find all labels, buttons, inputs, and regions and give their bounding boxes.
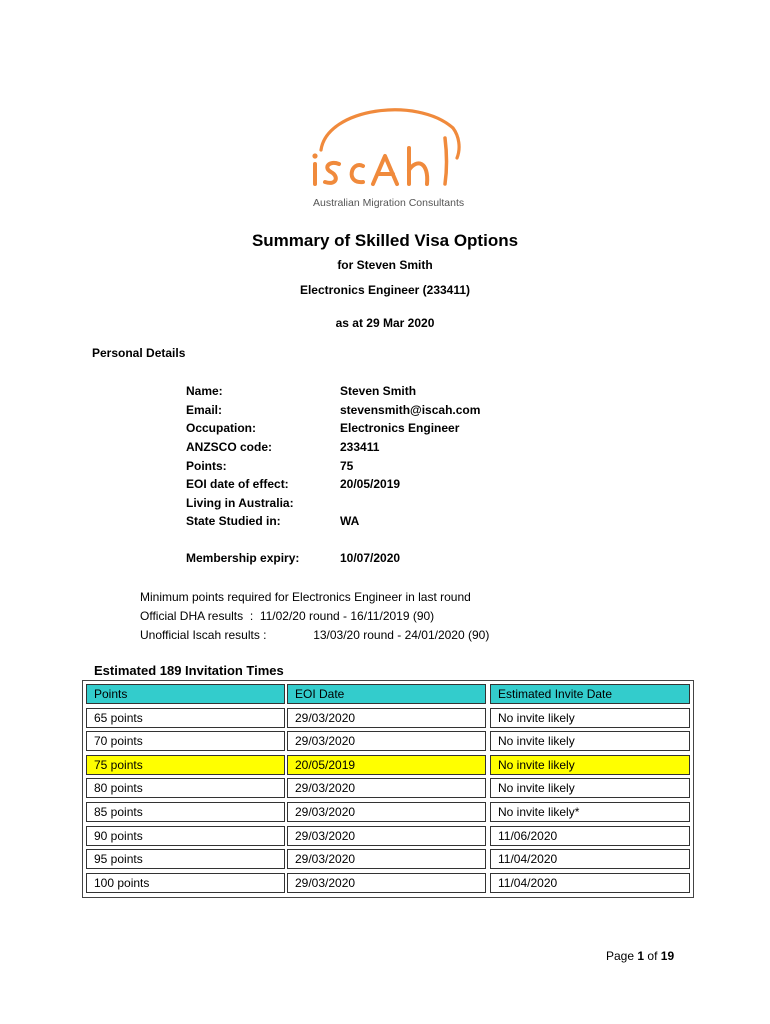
table-row-1-points-cell: 70 points (86, 731, 285, 751)
table-row-2-eoi-date-cell: 20/05/2019 (287, 755, 486, 775)
occupation-line: Electronics Engineer (233411) (299, 283, 471, 297)
table-row-4-eoi-date-cell: 29/03/2020 (287, 802, 486, 822)
minimum-points-heading: Minimum points required for Electronics Engineer in last round (140, 590, 471, 604)
detail-label: Membership expiry: (186, 551, 300, 566)
table-row-4-invite-date-cell: No invite likely* (490, 802, 690, 822)
table-row-0-invite-date-cell: No invite likely (490, 708, 690, 728)
logo-tagline: Australian Migration Consultants (313, 197, 465, 209)
detail-row-membership-expiry (186, 549, 480, 568)
detail-row-anzsco (186, 438, 480, 457)
table-row-5-eoi-date-cell: 29/03/2020 (287, 826, 486, 846)
table-row-4-points-cell: 85 points (86, 802, 285, 822)
table-row-1-invite-date-cell: No invite likely (490, 731, 690, 751)
official-results-label: Official DHA results (140, 609, 244, 623)
detail-value: stevensmith@iscah.com (340, 402, 481, 417)
invitation-table-title: Estimated 189 Invitation Times (94, 663, 284, 678)
detail-row-occupation (186, 419, 480, 438)
table-row-0-points-cell: 65 points (86, 708, 285, 728)
table-row-2-points-cell: 75 points (86, 755, 285, 775)
table-row-3-eoi-date-cell: 29/03/2020 (287, 778, 486, 798)
detail-value: 20/05/2019 (340, 477, 401, 492)
logo-dot (312, 153, 317, 158)
detail-label: EOI date of effect: (186, 477, 289, 492)
page-title: Summary of Skilled Visa Options (251, 231, 519, 250)
page-label: Page (606, 949, 635, 963)
table-row-5-points-cell: 90 points (86, 826, 285, 846)
detail-label: Name: (186, 384, 223, 399)
unofficial-results-value: 13/03/20 round - 24/01/2020 (90) (313, 628, 490, 642)
detail-row-name (186, 382, 480, 401)
table-row-6-points-cell: 95 points (86, 849, 285, 869)
detail-value: 233411 (340, 440, 380, 455)
detail-row-email (186, 401, 480, 420)
detail-label: State Studied in: (186, 514, 281, 529)
personal-details-heading: Personal Details (92, 346, 186, 360)
minimum-points-block (140, 588, 489, 645)
detail-label: Points: (186, 458, 227, 473)
detail-row-points (186, 456, 480, 475)
detail-row-eoi-date (186, 475, 480, 494)
as-at-date-line: as at 29 Mar 2020 (335, 316, 435, 330)
table-header-estimated-invite-date: Estimated Invite Date (490, 684, 690, 704)
official-results-value: : 11/02/20 round - 16/11/2019 (90) (249, 609, 435, 623)
page-total: 19 (660, 949, 675, 963)
page-of-label: of (647, 949, 658, 963)
page-number (606, 949, 674, 963)
table-row-2-invite-date-cell: No invite likely (490, 755, 690, 775)
detail-label: Occupation: (186, 421, 257, 436)
table-row-7-invite-date-cell: 11/04/2020 (490, 873, 690, 893)
table-header-eoi-date: EOI Date (287, 684, 486, 704)
official-results-row (140, 607, 489, 626)
detail-value: WA (340, 514, 360, 529)
detail-row-state-studied (186, 512, 480, 531)
iscah-logo-mark (305, 98, 465, 194)
table-row-1-eoi-date-cell: 29/03/2020 (287, 731, 486, 751)
detail-label: Email: (186, 402, 223, 417)
detail-value: 10/07/2020 (340, 551, 401, 566)
table-row-7-eoi-date-cell: 29/03/2020 (287, 873, 486, 893)
table-row-0-eoi-date-cell: 29/03/2020 (287, 708, 486, 728)
page-current: 1 (637, 949, 645, 963)
client-name-line: for Steven Smith (337, 258, 433, 272)
unofficial-results-label: Unofficial Iscah results : (140, 628, 267, 642)
table-row-5-invite-date-cell: 11/06/2020 (490, 826, 690, 846)
table-row-3-points-cell: 80 points (86, 778, 285, 798)
unofficial-results-row (140, 626, 489, 645)
table-row-3-invite-date-cell: No invite likely (490, 778, 690, 798)
detail-value: Steven Smith (340, 384, 417, 399)
detail-value: 75 (340, 458, 354, 473)
detail-label: ANZSCO code: (186, 440, 273, 455)
detail-value: Electronics Engineer (340, 421, 460, 436)
table-row-6-eoi-date-cell: 29/03/2020 (287, 849, 486, 869)
detail-row-living-in-australia (186, 494, 480, 513)
table-row-7-points-cell: 100 points (86, 873, 285, 893)
personal-details-list (186, 382, 480, 567)
table-header-points: Points (86, 684, 285, 704)
table-row-6-invite-date-cell: 11/04/2020 (490, 849, 690, 869)
detail-label: Living in Australia: (186, 495, 294, 510)
